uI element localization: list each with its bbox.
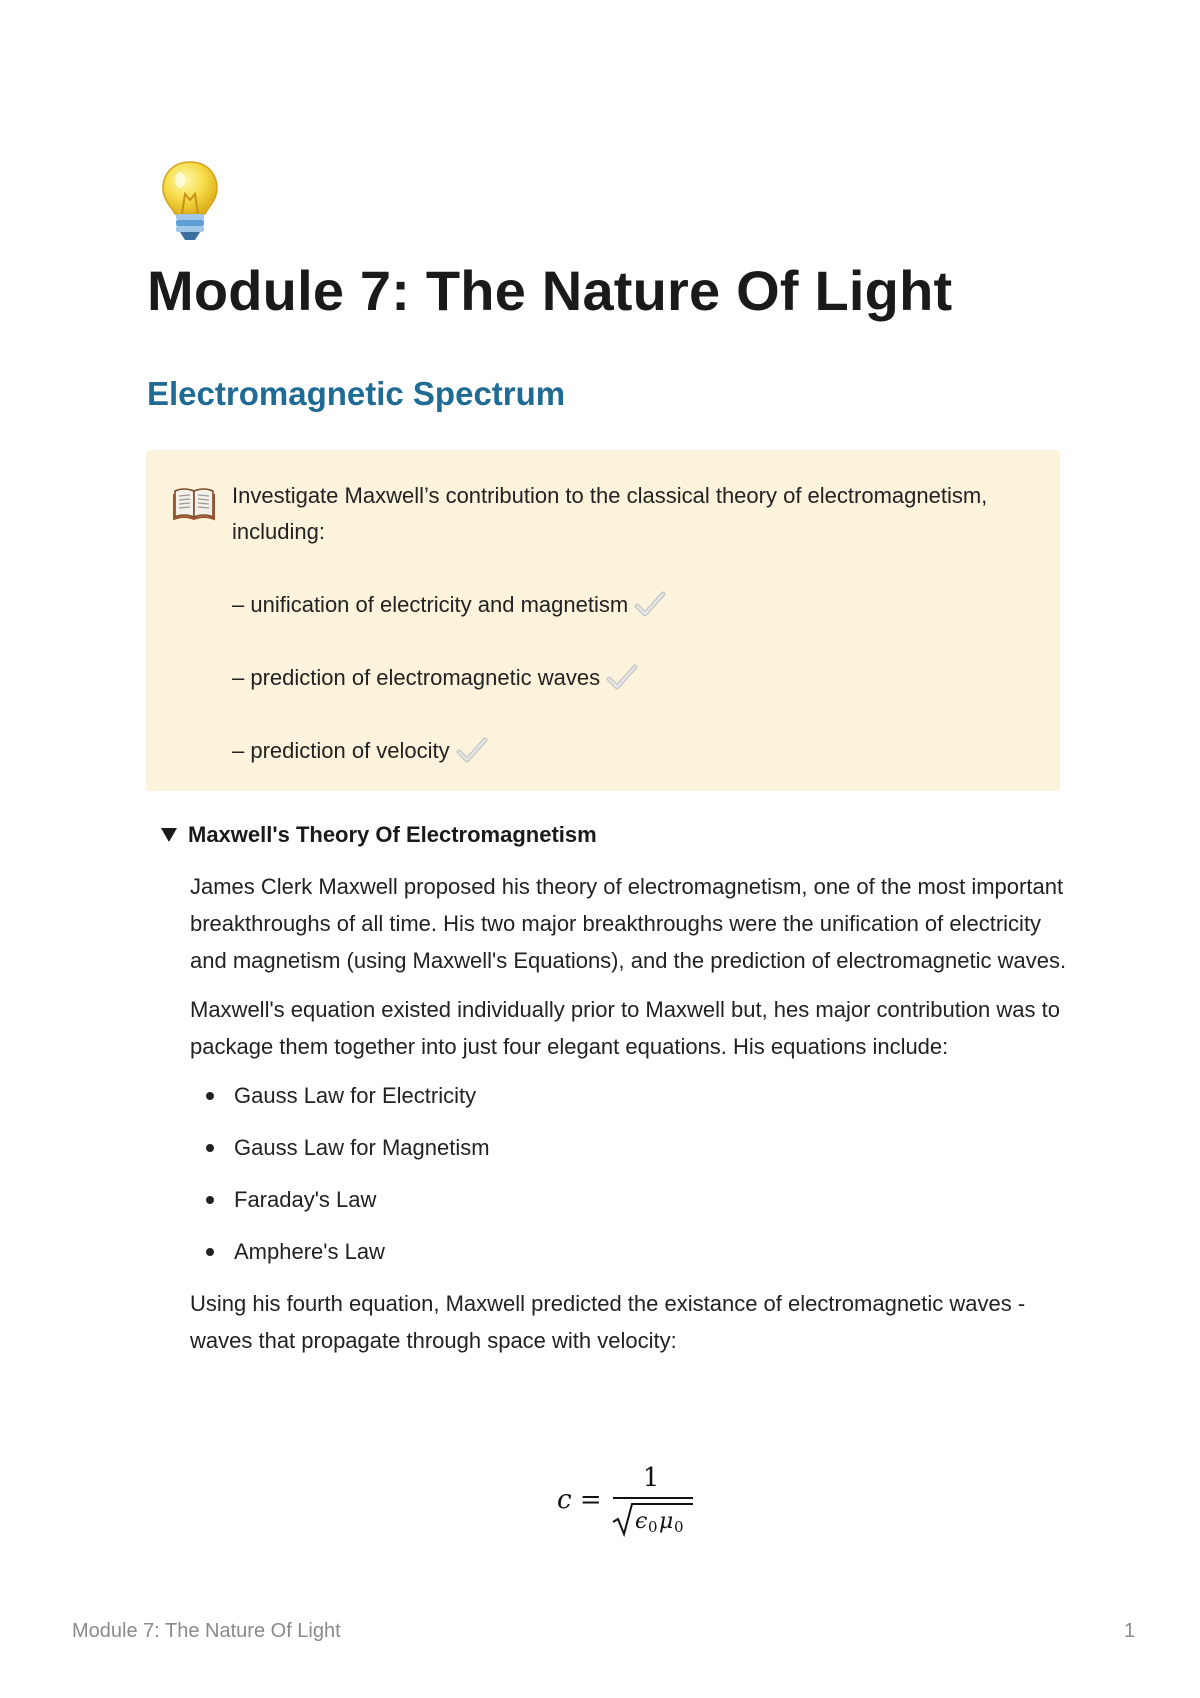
formula-mu-sub: 0: [674, 1518, 684, 1536]
section-heading: Electromagnetic Spectrum: [147, 375, 566, 412]
bullet-icon: [206, 1196, 214, 1204]
callout-intro: Investigate Maxwell’s contribution to the classical theory of electromagnetism, including:: [232, 483, 988, 544]
paragraph: Maxwell's equation existed individually prior to Maxwell but, hes major contribution was to package them together into just four elegant equations. His equations include:: [190, 997, 1060, 1059]
check-mark-icon: [606, 664, 638, 692]
list-item: Gauss Law for Electricity: [190, 1077, 1070, 1114]
formula-epsilon-sub: 0: [648, 1518, 658, 1536]
callout-item-label: – unification of electricity and magnetism: [232, 592, 629, 617]
toggle-label: Maxwell's Theory Of Electromagnetism: [188, 822, 597, 847]
page-title: Module 7: The Nature Of Light: [147, 259, 953, 322]
callout-item: [232, 733, 1022, 769]
triangle-down-icon[interactable]: [160, 827, 178, 843]
bullet-icon: [206, 1144, 214, 1152]
toggle-content: [190, 868, 1070, 1371]
callout-item-label: – prediction of electromagnetic waves: [232, 665, 601, 690]
check-mark-icon: [456, 737, 488, 765]
velocity-formula: [555, 1458, 705, 1538]
footer-title: Module 7: The Nature Of Light: [72, 1620, 341, 1642]
list-item: Faraday's Law: [190, 1181, 1070, 1218]
bullet-icon: [206, 1248, 214, 1256]
callout-box: [146, 450, 1060, 791]
open-book-icon: [173, 485, 215, 521]
bullet-icon: [206, 1092, 214, 1100]
list-item: Gauss Law for Magnetism: [190, 1129, 1070, 1166]
toggle-maxwell-theory[interactable]: [160, 822, 597, 848]
formula-lhs: c =: [557, 1485, 602, 1515]
equations-list: [190, 1077, 1070, 1270]
paragraph: James Clerk Maxwell proposed his theory of electromagnetism, one of the most important breakthroughs of all time. His two major breakthroughs were the unification of electricity and magnetism (using Maxwell's Equations), and the prediction of electromagnetic waves.: [190, 874, 1067, 973]
list-item: Amphere's Law: [190, 1233, 1070, 1270]
lightbulb-icon: [160, 160, 220, 242]
check-mark-icon: [634, 591, 666, 619]
formula-epsilon: ϵ: [635, 1509, 648, 1534]
page-number: 1: [1124, 1620, 1136, 1642]
callout-item: [232, 587, 1022, 623]
callout-item: [232, 660, 1022, 696]
callout-text: [232, 478, 1022, 769]
formula-mu: μ: [659, 1509, 674, 1534]
paragraph: Using his fourth equation, Maxwell predicted the existance of electromagnetic waves - waves that propagate through space with velocity:: [190, 1291, 1026, 1353]
callout-item-label: – prediction of velocity: [232, 738, 450, 763]
formula-numerator: 1: [642, 1463, 660, 1493]
